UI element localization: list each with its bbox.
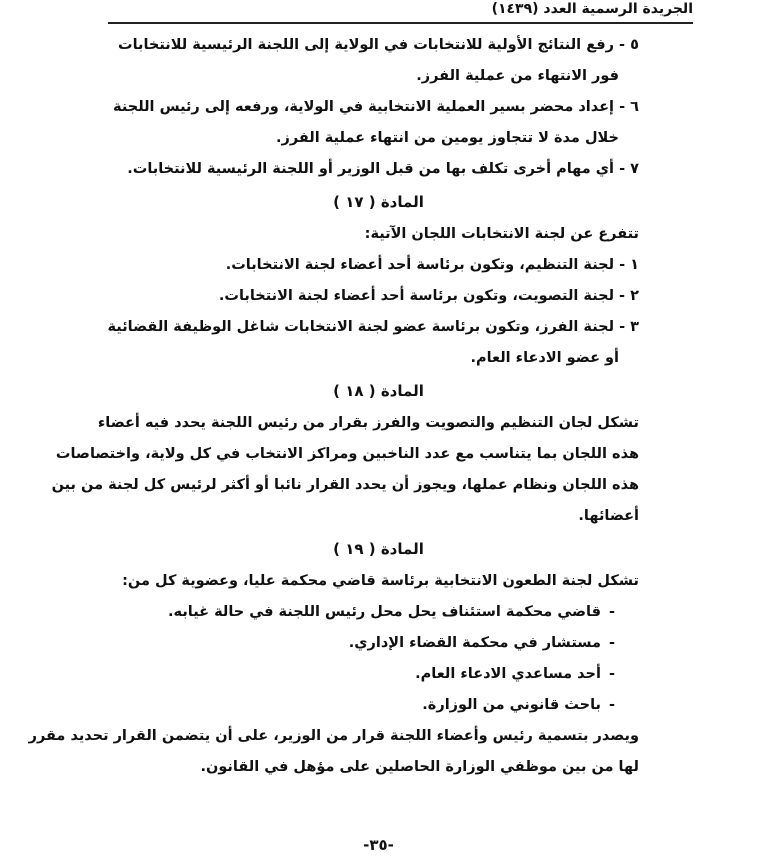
article-19-title: المادة ( ١٩ ) xyxy=(333,540,424,558)
article-18-title: المادة ( ١٨ ) xyxy=(333,382,424,400)
list-item-5 xyxy=(118,30,639,92)
article-17-item-3 xyxy=(107,312,639,374)
article-17-intro: تتفرع عن لجنة الانتخابات اللجان الآتية: xyxy=(364,226,639,242)
list-item-text: فور الانتهاء من عملية الفرز. xyxy=(416,68,619,84)
bullet-text: باحث قانوني من الوزارة. xyxy=(422,697,601,713)
article-18-line: تشكل لجان التنظيم والتصويت والفرز بقرار من رئيس اللجنة يحدد فيه أعضاء xyxy=(97,415,639,431)
bullet-text: قاضي محكمة استئناف يحل محل رئيس اللجنة في حالة غيابه. xyxy=(168,604,601,620)
article-18-line: أعضائها. xyxy=(578,508,639,524)
article-19-bullet xyxy=(118,659,639,690)
dash-bullet-icon: - xyxy=(608,635,615,651)
list-item-text: أو عضو الادعاء العام. xyxy=(470,350,619,366)
list-item-6 xyxy=(113,92,639,154)
list-item-text: ٦ - إعداد محضر بسير العملية الانتخابية في الولاية، ورفعه إلى رئيس اللجنة xyxy=(113,99,639,115)
article-17-item-1 xyxy=(118,250,639,281)
list-item-text: ٧ - أي مهام أخرى تكلف بها من قبل الوزير أو اللجنة الرئيسية للانتخابات. xyxy=(127,161,639,177)
article-19-intro: تشكل لجنة الطعون الانتخابية برئاسة قاضي محكمة عليا، وعضوية كل من: xyxy=(122,573,639,589)
bullet-text: مستشار في محكمة القضاء الإداري. xyxy=(348,635,601,651)
article-18-line: هذه اللجان ونظام عملها، ويجوز أن يحدد القرار نائبا أو أكثر لرئيس كل لجنة من بين xyxy=(51,477,639,493)
dash-bullet-icon: - xyxy=(608,604,615,620)
article-17-item-2 xyxy=(118,281,639,312)
dash-bullet-icon: - xyxy=(608,697,615,713)
article-19-bullet xyxy=(118,597,639,628)
article-19-bullet xyxy=(118,690,639,721)
bullet-text: أحد مساعدي الادعاء العام. xyxy=(415,666,601,682)
list-item-7 xyxy=(118,154,639,185)
list-item-text: ٢ - لجنة التصويت، وتكون برئاسة أحد أعضاء لجنة الانتخابات. xyxy=(218,288,639,304)
article-19-bullet xyxy=(118,628,639,659)
page-header xyxy=(108,0,693,24)
header-title: الجريدة الرسمية العدد (١٤٣٩) xyxy=(491,1,693,17)
page-body xyxy=(28,30,639,783)
article-18-line: هذه اللجان بما يتناسب مع عدد الناخبين ومراكز الانتخاب في كل ولاية، واختصاصات xyxy=(55,446,639,462)
article-17-title: المادة ( ١٧ ) xyxy=(333,193,424,211)
list-item-text: خلال مدة لا تتجاوز يومين من انتهاء عملية الفرز. xyxy=(275,130,619,146)
page-number: -٣٥- xyxy=(363,836,394,854)
article-19-closing: لها من بين موظفي الوزارة الحاصلين على مؤهل في القانون. xyxy=(200,759,639,775)
dash-bullet-icon: - xyxy=(608,666,615,682)
list-item-text: ١ - لجنة التنظيم، وتكون برئاسة أحد أعضاء لجنة الانتخابات. xyxy=(225,257,639,273)
article-19-closing: ويصدر بتسمية رئيس وأعضاء اللجنة قرار من الوزير، على أن يتضمن القرار تحديد مقرر xyxy=(28,728,639,744)
list-item-text: ٣ - لجنة الفرز، وتكون برئاسة عضو لجنة الانتخابات شاغل الوظيفة القضائية xyxy=(107,319,639,335)
list-item-text: ٥ - رفع النتائج الأولية للانتخابات في الولاية إلى اللجنة الرئيسية للانتخابات xyxy=(118,37,639,53)
